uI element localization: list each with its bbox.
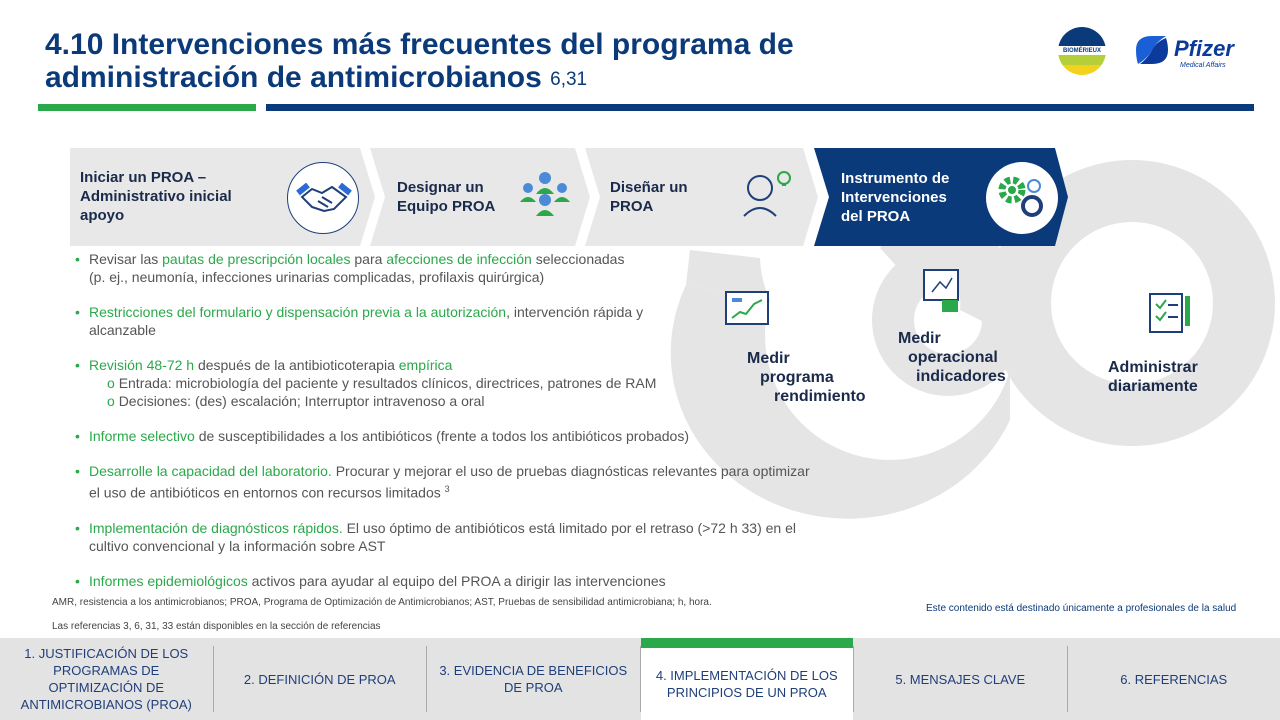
bullet-7: • Informes epidemiológicos activos para ayudar al equipo del PROA a dirigir las intervenciones xyxy=(75,572,865,590)
bullet-list xyxy=(75,250,865,607)
references-footnote: Las referencias 3, 6, 31, 33 están disponibles en la sección de referencias xyxy=(52,621,381,632)
step-3-label: Diseñar un PROA xyxy=(610,179,688,215)
abbreviations-footnote: AMR, resistencia a los antimicrobianos; PROA, Programa de Optimización de Antimicrobianos; AST, Pruebas de sensibilidad antimicrobiana; h, hora. xyxy=(52,597,712,608)
caption-administer: Administrar diariamente xyxy=(1108,359,1198,395)
bullet-3: • Revisión 48-72 h después de la antibioticoterapia empírica o Entrada: microbiología del paciente y resultados clínicos, directrices, patrones de RAM o Decisiones: (des) escalación; Interruptor intravenoso a oral xyxy=(75,356,865,410)
caption-measure-program: Medir programa rendimiento xyxy=(747,350,866,405)
bullet-5: • Desarrolle la capacidad del laboratorio. Procurar y mejorar el uso de pruebas diagnósticas relevantes para optimizar el uso de antibióticos en entornos con recursos limitados $^3$ xyxy=(75,462,865,502)
bullet-1: • Revisar las pautas de prescripción locales para afecciones de infección seleccionadas (p. ej., neumonía, infecciones urinarias complicadas, profilaxis quirúrgica) xyxy=(75,250,865,286)
disclaimer: Este contenido está destinado únicamente a profesionales de la salud xyxy=(926,603,1237,614)
biomerieux-logo: BIOMÉRIEUX xyxy=(1058,27,1106,75)
pfizer-logo: Pfizer Medical Affairs xyxy=(1132,30,1242,74)
team-icon xyxy=(514,164,576,220)
whiteboard-icon xyxy=(922,268,960,314)
nav-item-5[interactable]: 5. MENSAJES CLAVE xyxy=(895,671,1026,687)
bullet-4: • Informe selectivo de susceptibilidades a los antibióticos (frente a todos los antibióticos probados) xyxy=(75,427,865,445)
bullet-2: • Restricciones del formulario y dispensación previa a la autorización, intervención rápida y alcanzable xyxy=(75,303,865,339)
nav-item-6[interactable]: 6. REFERENCIAS xyxy=(1120,671,1228,687)
checklist-icon xyxy=(1148,290,1194,336)
step-2-label: Designar un Equipo PROA xyxy=(397,179,496,215)
nav-item-1[interactable]: 1. JUSTIFICACIÓN DE LOS PROGRAMAS DE OPTIMIZACIÓN DE ANTIMICROBIANOS (PROA) xyxy=(20,646,192,712)
gears-icon xyxy=(986,162,1058,234)
nav-item-3[interactable]: 3. EVIDENCIA DE BENEFICIOS DE PROA xyxy=(439,663,628,695)
caption-measure-operational: Medir operacional indicadores xyxy=(898,330,1006,385)
nav-item-4-active[interactable]: 4. IMPLEMENTACIÓN DE LOS PRINCIPIOS DE UN PROA xyxy=(641,638,854,720)
bullet-6: • Implementación de diagnósticos rápidos. El uso óptimo de antibióticos está limitado por el retraso (>72 h 33) en el cultivo convencional y la información sobre AST xyxy=(75,519,865,555)
section-nav xyxy=(0,638,1280,720)
title-line-1: 4.10 Intervenciones más frecuentes del programa de xyxy=(45,28,794,61)
idea-person-icon xyxy=(738,166,798,218)
title-refs: 6,31 xyxy=(550,69,588,90)
step-1-label: Iniciar un PROA – Administrativo inicial apoyo xyxy=(80,169,232,224)
handshake-icon xyxy=(287,162,359,234)
step-4-label: Instrumento de Intervenciones del PROA xyxy=(841,170,950,225)
nav-item-2[interactable]: 2. DEFINICIÓN DE PROA xyxy=(243,671,396,687)
title-line-2: administración de antimicrobianos xyxy=(45,61,542,94)
